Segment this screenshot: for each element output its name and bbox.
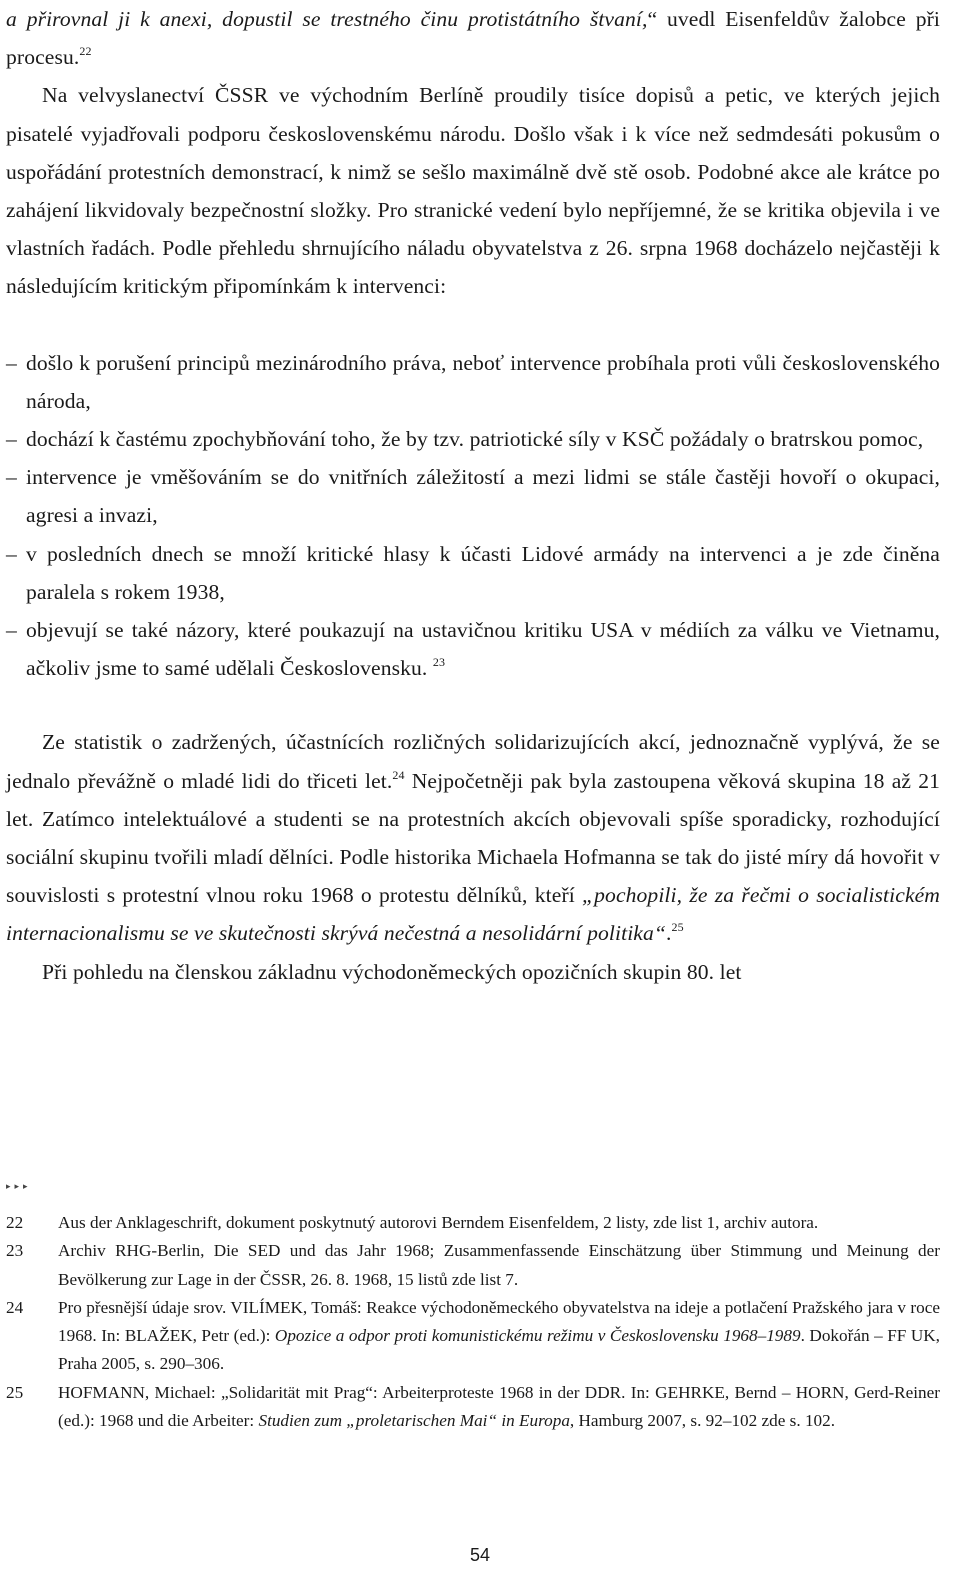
main-text <box>6 0 940 991</box>
list-item: – dochází k častému zpochybňování toho, že by tzv. patriotické síly v KSČ požádaly o bratrskou pomoc, <box>6 427 924 452</box>
list-item: – objevují se také názory, které poukazují na ustavičnou kritiku USA v médiích za válku ve Vietnamu, ačkoliv jsme to samé udělali Československu. $^{23}$ <box>6 618 940 681</box>
paragraph-membership: Při pohledu na členskou základnu východoněmeckých opozičních skupin 80. let <box>42 959 742 984</box>
paragraph-embassy: Na velvyslanectví ČSSR ve východním Berlíně proudily tisíce dopisů a petic, ve kterých jejich pisatelé vyjadřovali podporu československému národu. Došlo však i k více než sedmdesáti pokusům o uspořádání protestních demonstrací, k nimž se sešlo maximálně dvě stě osob. Podobné akce ale krátce po zahájení likvidovaly bezpečnostní složky. Pro stranické vedení bylo nepříjemné, že se kritika objevila i ve vlastních řadách. Podle přehledu shrnujícího náladu obyvatelstva z 26. srpna 1968 docházelo nejčastěji k následujícím kritickým připomínkám k intervenci: <box>6 83 940 299</box>
footnote-22 <box>6 1209 940 1237</box>
footnote-text: Pro přesnější údaje srov. VILÍMEK, Tomáš: Reakce východoněmeckého obyvatelstva na ideje a potlačení Pražského jara v roce 1968. In: BLAŽEK, Petr (ed.): Opozice a odpor proti komunistickému režimu v Československu 1968–1989. Dokořán – FF UK, Praha 2005, s. 290–306. <box>58 1297 940 1374</box>
footnote-24 <box>6 1294 940 1379</box>
footnote-number: 24 <box>6 1297 24 1317</box>
italic-quote: „pochopili, že za řečmi o socialistickém internacionalismu se ve skutečnosti skrývá nečestná a nesolidární politika“ <box>6 883 941 946</box>
paragraph-opening: a přirovnal ji k anexi, dopustil se trestného činu protistátního štvaní,“ uvedl Eisenfeldův žalobce při procesu.$^{22}$ <box>6 7 940 70</box>
paragraph-statistics: Ze statistik o zadržených, účastnících rozličných solidarizujících akcí, jednoznačně vyplývá, že se jednalo převážně o mladé lidi do třiceti let.$^{24}$ Nejpočetněji pak byla zastoupena věková skupina 18 až 21 let. Zatímco intelektuálové a studenti se na protestních akcích objevovali spíše sporadicky, rozhodující sociální skupinu tvořili mladí dělníci. Podle historika Michaela Hofmanna se tak do jisté míry dá hovořit v souvislosti s protestní vlnou roku 1968 o protestu dělníků, kteří „pochopili, že za řečmi o socialistickém internacionalismu se ve skutečnosti skrývá nečestná a nesolidární politika“.$^{25}$ <box>6 730 941 946</box>
footnote-text: Archiv RHG-Berlin, Die SED und das Jahr 1968; Zusammenfassende Einschätzung über Stimmung und Meinung der Bevölkerung zur Lage in der ČSSR, 26. 8. 1968, 15 listů zde list 7. <box>58 1241 940 1289</box>
footnote-ref-25: 25 <box>671 920 684 935</box>
footnote-ref-24: 24 <box>392 767 405 782</box>
footnote-number: 22 <box>6 1213 24 1232</box>
footnote-number: 23 <box>6 1241 24 1261</box>
footnote-separator-arrows: ▸▸▸ <box>6 1182 32 1192</box>
footnote-25 <box>6 1379 940 1436</box>
list-item: – v posledních dnech se množí kritické hlasy k účasti Lidové armády na intervenci a je zde činěna paralela s rokem 1938, <box>6 541 940 604</box>
list-item: – došlo k porušení principů mezinárodního práva, neboť intervence probíhala proti vůli československého národa, <box>6 350 940 413</box>
italic-quote: a přirovnal ji k anexi, dopustil se trestného činu protistátního štvaní, <box>6 7 648 31</box>
footnote-text: Aus der Anklageschrift, dokument poskytnutý autorovi Berndem Eisenfeldem, 2 listy, zde list 1, archiv autora. <box>58 1213 819 1232</box>
page-number: 54 <box>469 1545 491 1565</box>
footnotes <box>6 1209 940 1435</box>
footnote-ref-22: 22 <box>79 44 92 59</box>
footnote-ref-23: 23 <box>432 655 446 670</box>
list-item: – intervence je vměšováním se do vnitřních záležitostí a mezi lidmi se stále častěji hovoří o okupaci, agresi a invazi, <box>6 465 940 528</box>
footnote-23 <box>6 1237 940 1294</box>
criticism-list <box>6 344 940 688</box>
footnote-number: 25 <box>6 1382 24 1402</box>
footnote-text: HOFMANN, Michael: „Solidarität mit Prag“: Arbeiterproteste 1968 in der DDR. In: GEHRKE, Bernd – HORN, Gerd-Reiner (ed.): 1968 und die Arbeiter: Studien zum „proletarischen Mai“ in Europa, Hamburg 2007, s. 92–102 zde s. 102. <box>58 1382 940 1431</box>
